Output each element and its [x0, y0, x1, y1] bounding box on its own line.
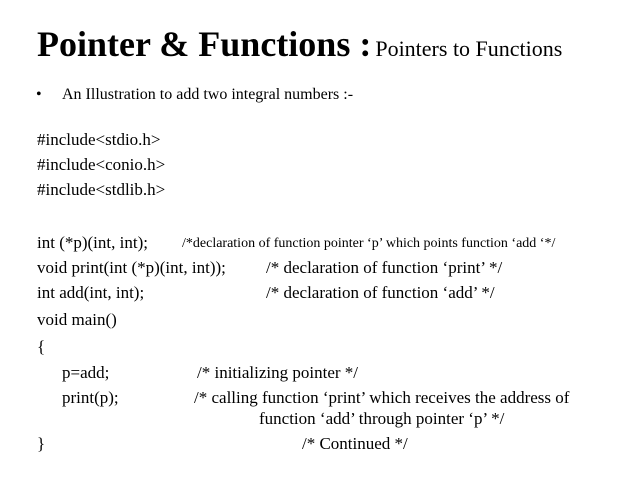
code-close-brace: } [37, 434, 46, 453]
title-subtitle: Pointers to Functions [375, 36, 563, 61]
code-decl-print: void print(int (*p)(int, int)); [37, 258, 226, 277]
code-open-brace: { [37, 337, 46, 356]
code-decl-add: int add(int, int); [37, 283, 145, 302]
comment-decl-pointer: /*declaration of function pointer ‘p’ which points function ‘add ‘*/ [182, 236, 556, 251]
title-main: Pointer & Functions : [37, 24, 372, 64]
comment-decl-print: /* declaration of function ‘print’ */ [266, 258, 503, 277]
code-decl-pointer: int (*p)(int, int); [37, 233, 148, 252]
comment-call-line2: function ‘add’ through pointer ‘p’ */ [259, 409, 505, 428]
comment-continued: /* Continued */ [302, 434, 408, 453]
code-assign: p=add; [62, 363, 110, 382]
code-include-stdio: #include<stdio.h> [37, 130, 161, 149]
comment-call-line1: /* calling function ‘print’ which receives the address of [194, 388, 570, 407]
comment-decl-add: /* declaration of function ‘add’ */ [266, 283, 495, 302]
comment-assign: /* initializing pointer */ [197, 363, 359, 382]
code-include-stdlib: #include<stdlib.h> [37, 180, 166, 199]
bullet-icon: • [36, 86, 42, 103]
code-call-print: print(p); [62, 388, 119, 407]
code-main-signature: void main() [37, 310, 117, 329]
slide-title [37, 22, 562, 74]
code-include-conio: #include<conio.h> [37, 155, 166, 174]
bullet-text: An Illustration to add two integral numbers :- [62, 86, 354, 103]
